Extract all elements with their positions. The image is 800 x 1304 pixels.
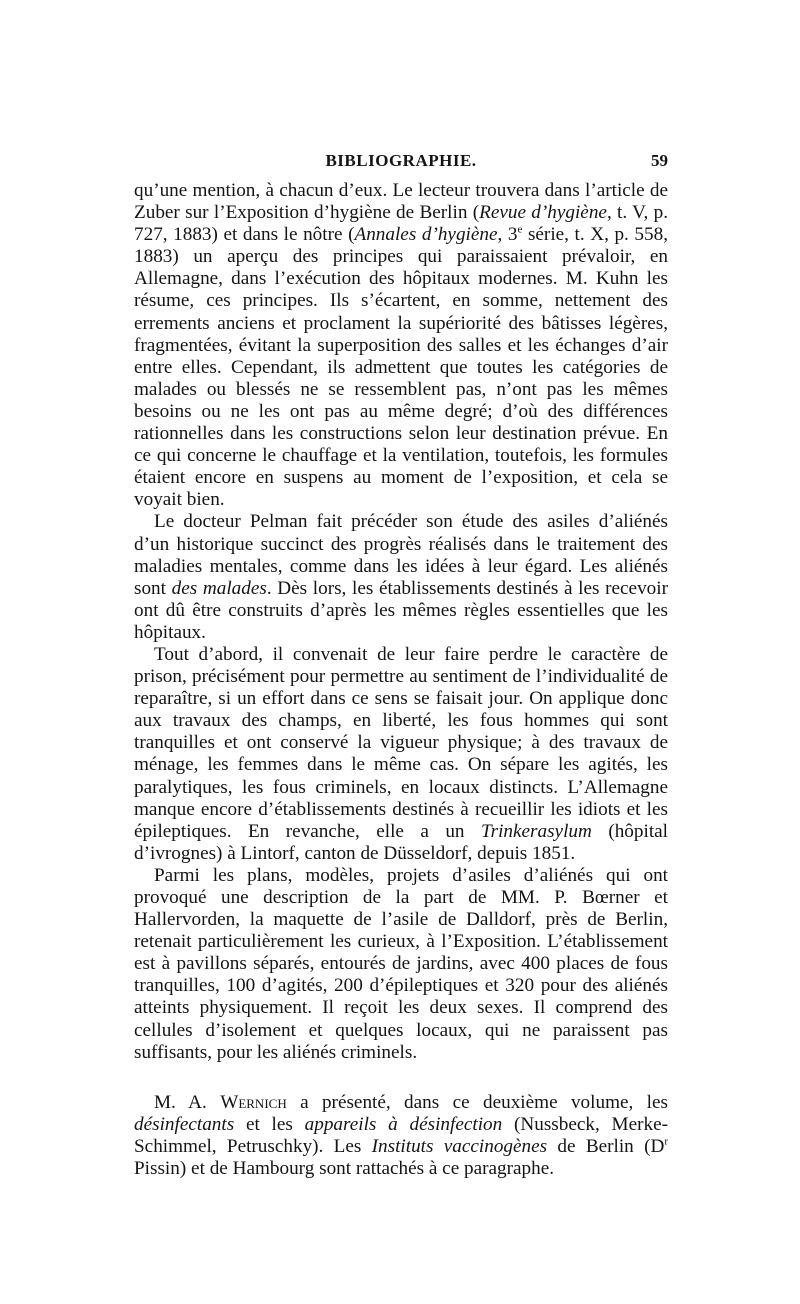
p5-text-i: de Berlin (D	[547, 1135, 665, 1157]
p2-italic: des malades	[171, 577, 267, 599]
p5-italic-instituts: Instituts vaccinogènes	[371, 1135, 548, 1157]
p1-text-g: série, t. X, p. 558, 1883) un aperçu des principes qui paraissaient prévaloir, en Allemagne, dans l’exécution des hôpitaux modernes. M. Kuhn les résume, ces principes. Ils s’écartent, en somme, nettement des errements anciens et proclament la supériorité des bâtisses légères, fragmentées, évitant la superposition des salles et les échanges d’air entre elles. Cependant, ils admettent que toutes les catégories de malades ou blessés ne se ressemblent pas, n’ont pas les mêmes besoins ou ne les ont pas au même degré; d’où des différences rationnelles dans les constructions selon leur destination prévue. En ce qui concerne le chauffage et la ventilation, toutefois, les formules étaient encore en suspens au moment de l’exposition, et cela se voyait bien.	[134, 224, 669, 511]
p2-text-a: Le docteur Pelman fait précéder son étude des asiles d’aliénés d’un historique succinct des progrès réalisés dans le traitement des maladies mentales, comme dans les idées à leur égard. Les aliénés sont	[134, 511, 668, 599]
p2-text-c: . Dès lors, les établissements destinés à les recevoir ont dû être construits d’après les mêmes règles essentielles que les hôpitaux.	[134, 577, 668, 643]
page-number: 59	[651, 151, 668, 170]
p5-italic-appareils: appareils à désinfection	[304, 1113, 503, 1135]
paragraph-4: Parmi les plans, modèles, projets d’asiles d’aliénés qui ont provoqué une description de la part de MM. P. Bœrner et Hallervorden, la maquette de l’asile de Dalldorf, près de Berlin, retenait particulièrement les curieux, à l’Exposition. L’établissement est à pavillons séparés, entourés de jardins, avec 400 places de fous tranquilles, 100 d’agités, 200 d’épileptiques et 320 pour des aliénés atteints physiquement. Il reçoit les deux sexes. Il comprend des cellules d’isolement et quelques locaux, qui ne paraissent pas suffisants, pour les aliénés criminels.	[134, 864, 668, 1063]
p3-text-a: Tout d’abord, il convenait de leur faire perdre le caractère de prison, précisément pour permettre au sentiment de l’individualité de reparaître, si un effort dans ce sens se faisait jour. On applique donc aux travaux des champs, en liberté, les fous hommes qui sont tranquilles et ont conservé la vigueur physique; à des travaux de ménage, les femmes dans le même cas. On sépare les agités, les paralytiques, les fous criminels, en locaux distincts. L’Allemagne manque encore d’établissements destinés à recueillir les idiots et les épileptiques. En revanche, elle a un	[134, 643, 668, 842]
section-spacer	[134, 1064, 668, 1092]
p5-text-e: et les	[234, 1113, 305, 1135]
p5-text-a: M. A.	[154, 1091, 221, 1113]
book-page	[134, 148, 668, 1180]
p3-text-c: (hôpital d’ivrognes) à Lintorf, canton de Düsseldorf, depuis 1851.	[134, 820, 668, 864]
running-header	[134, 148, 668, 174]
p1-text-a: qu’une mention, à chacun d’eux. Le lecteur trouvera dans l’article de Zuber sur l’Exposition d’hygiène de Berlin (	[134, 180, 668, 224]
p5-superscript: r	[664, 1135, 668, 1148]
p1-italic-revue: Revue d’hygiène	[479, 202, 607, 224]
p5-text-k: Pissin) et de Hambourg sont rattachés à ce paragraphe.	[134, 1158, 555, 1180]
p1-italic-annales: Annales d’hygiène	[354, 224, 498, 246]
p1-text-c: , t. V, p. 727, 1883) et dans le nôtre (	[134, 202, 668, 246]
paragraph-1	[134, 180, 668, 511]
p5-italic-desinfectants: désinfectants	[134, 1113, 235, 1135]
p1-superscript: e	[517, 223, 523, 236]
p5-text-c: a présenté, dans ce deuxième volume, les	[286, 1091, 668, 1113]
p1-text-e: , 3	[497, 224, 518, 246]
running-title: BIBLIOGRAPHIE.	[325, 151, 477, 170]
paragraph-2	[134, 511, 668, 644]
p5-text-g: (Nussbeck, Merke-Schimmel, Petruschky). Les	[134, 1113, 668, 1157]
p3-italic: Trinkerasylum	[480, 820, 592, 842]
paragraph-3	[134, 644, 668, 865]
p5-author-smallcaps: Wernich	[220, 1091, 287, 1113]
paragraph-5	[134, 1092, 668, 1180]
